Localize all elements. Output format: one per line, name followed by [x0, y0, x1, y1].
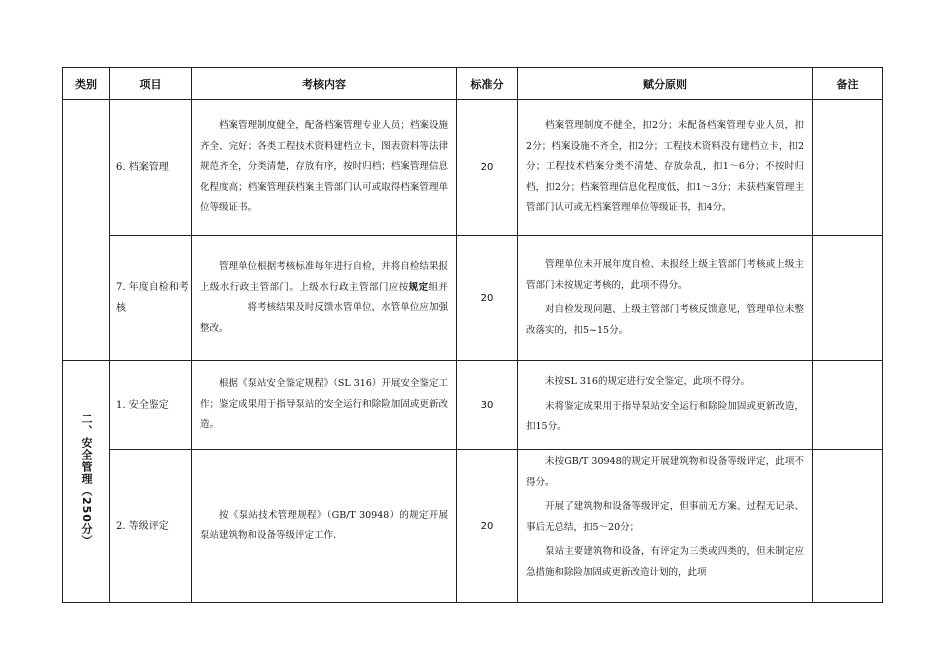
header-note: 备注 — [813, 68, 883, 100]
header-principle: 赋分原则 — [518, 68, 813, 100]
note-cell — [813, 450, 883, 603]
content-cell — [192, 450, 457, 603]
header-score: 标准分 — [457, 68, 518, 100]
item-cell: 1. 安全鉴定 — [110, 361, 192, 450]
header-category: 类别 — [63, 68, 110, 100]
principle-clip — [526, 452, 804, 594]
score-cell: 20 — [457, 100, 518, 236]
table-row — [63, 361, 883, 450]
content-text: 档案管理制度健全，配备档案管理专业人员；档案设施齐全、完好；各类工程技术资料建档立卡，图表资料等法律规范齐全，分类清楚，存放有序，按时归档；档案管理信息化程度高；档案管理获档案主管部门认可或取得档案管理单位等级证书。 — [200, 120, 448, 214]
assessment-table — [62, 67, 883, 603]
item-cell: 7. 年度自检和考核 — [110, 236, 192, 361]
assessment-table-page — [62, 67, 882, 603]
principle-text: 档案管理制度不健全，扣2分；未配备档案管理专业人员，扣2分；档案设施不齐全，扣2分；工程技术资料没有建档立卡，扣2分；工程技术档案分类不清楚、存放杂乱，扣1～6分；不按时归档，扣2分；档案管理信息化程度低，扣1～3分；未获档案管理主管部门认可或无档案管理单位等级证书，扣4分。 — [526, 120, 804, 214]
principle-cell — [518, 361, 813, 450]
principle-text: 对自检发现问题、上级主管部门考核反馈意见，管理单位未整改落实的，扣5~15分。 — [526, 304, 804, 336]
principle-cell — [518, 236, 813, 361]
note-cell — [813, 361, 883, 450]
principle-text: 开展了建筑物和设备等级评定，但事前无方案、过程无记录、事后无总结，扣5～20分； — [526, 501, 804, 533]
item-cell: 2. 等级评定 — [110, 450, 192, 603]
table-header-row — [63, 68, 883, 100]
item-cell: 6. 档案管理 — [110, 100, 192, 236]
note-cell — [813, 100, 883, 236]
content-cell — [192, 100, 457, 236]
score-cell: 30 — [457, 361, 518, 450]
header-content: 考核内容 — [192, 68, 457, 100]
content-text: 按《泵站技术管理规程》（GB/T 30948）的规定开展泵站建筑物和设备等级评定工作. — [200, 509, 448, 541]
score-cell: 20 — [457, 236, 518, 361]
principle-text: 未按SL 316的规定进行安全鉴定，此项不得分。 — [545, 376, 750, 388]
content-text: 根据《泵站安全鉴定规程》（SL 316）开展安全鉴定工作；鉴定成果用于指导泵站的安全运行和除险加固或更新改造。 — [200, 378, 448, 431]
category-cell-continued — [63, 100, 110, 361]
principle-cell — [518, 450, 813, 603]
content-text: 管理单位根据考核标准每年进行自检，并将自检结果报上级水行政主管部门。上级水行政主管部门应按规定组并将考核结果及时反馈水管单位，水管单位应加强整改。 — [200, 261, 448, 334]
table-row — [63, 100, 883, 236]
category-cell — [63, 361, 110, 603]
note-cell — [813, 236, 883, 361]
category-label: 二、安全管理（250分） — [80, 412, 93, 547]
principle-text: 管理单位未开展年度自检、未报经上级主管部门考核或上级主管部门未按规定考核的，此项不得分。 — [526, 259, 804, 291]
principle-cell — [518, 100, 813, 236]
principle-text: 未将鉴定成果用于指导泵站安全运行和除险加固或更新改造，扣15分。 — [526, 400, 804, 433]
score-cell: 20 — [457, 450, 518, 603]
table-row — [63, 450, 883, 603]
content-cell — [192, 236, 457, 361]
principle-text: 未按GB/T 30948的规定开展建筑物和设备等级评定，此项不得分。 — [526, 456, 804, 488]
table-row — [63, 236, 883, 361]
content-cell — [192, 361, 457, 450]
header-item: 项目 — [110, 68, 192, 100]
overlapping-text: 规定 — [408, 281, 429, 293]
principle-text: 泵站主要建筑物和设备，有评定为三类或四类的，但未制定应急措施和除险加固或更新改造计划的，此项 — [526, 546, 804, 578]
